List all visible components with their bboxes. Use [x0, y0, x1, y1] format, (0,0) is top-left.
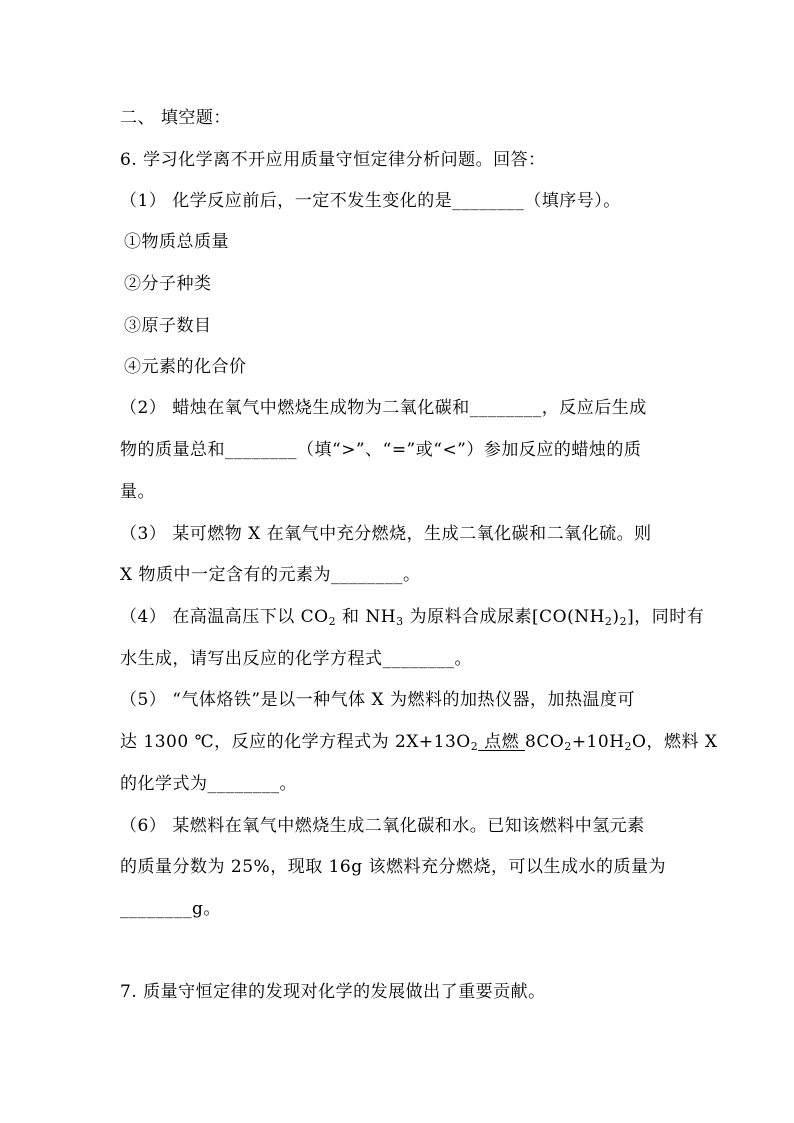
question-6-part-5-line-1: （5） “气体烙铁”是以一种气体 X 为燃料的加热仪器，加热温度可 [120, 690, 636, 710]
p4-text-b: 和 NH [336, 607, 397, 627]
question-6-part-2-line-2: 物的质量总和________（填“>”、“=”或“<”）参加反应的蜡烛的质 [120, 440, 642, 460]
option-2: ②分子种类 [124, 274, 212, 294]
question-6-part-6-line-3: ________g。 [120, 899, 221, 919]
p4-text-e: ]，同时有 [627, 607, 705, 627]
option-4: ④元素的化合价 [124, 357, 247, 377]
question-6-part-5-line-2 [120, 730, 717, 754]
option-1: ①物质总质量 [124, 232, 229, 252]
question-6-part-1: （1） 化学反应前后，一定不发生变化的是________（填序号）。 [120, 191, 621, 211]
reaction-condition: 点燃 [478, 732, 526, 752]
p4-sub-3: 2 [604, 615, 613, 628]
question-6-stem: 6. 学习化学离不开应用质量守恒定律分析问题。回答： [120, 150, 546, 170]
p5-sub-3: 2 [624, 740, 633, 753]
question-6-part-2-line-1: （2） 蜡烛在氧气中燃烧生成物为二氧化碳和________，反应后生成 [120, 398, 647, 418]
p4-sub-2: 3 [396, 615, 404, 628]
section-title: 二、 填空题： [120, 108, 231, 128]
p4-text-c: 为原料合成尿素[CO(NH [403, 607, 605, 627]
question-6-part-3-line-1: （3） 某可燃物 X 在氧气中充分燃烧，生成二氧化碳和二氧化硫。则 [120, 524, 652, 544]
question-6-part-4-line-1 [120, 605, 704, 629]
p5-text-b: 8CO [525, 732, 565, 752]
question-6-part-3-line-2: X 物质中一定含有的元素为________。 [120, 565, 421, 585]
p4-sub-4: 2 [619, 615, 628, 628]
p5-sub-2: 2 [564, 740, 572, 753]
p5-text-c: +10H [571, 732, 625, 752]
p4-text-d: ) [612, 607, 620, 627]
question-6-part-2-line-3: 量。 [120, 482, 155, 502]
question-6-part-4-line-2: 水生成，请写出反应的化学方程式________。 [120, 649, 472, 669]
p5-text-a: 达 1300 ℃，反应的化学方程式为 2X+13O [120, 732, 471, 752]
question-7-stem: 7. 质量守恒定律的发现对化学的发展做出了重要贡献。 [120, 982, 546, 1002]
question-6-part-6-line-1: （6） 某燃料在氧气中燃烧生成二氧化碳和水。已知该燃料中氢元素 [120, 816, 645, 836]
p5-text-d: O，燃料 X [632, 732, 718, 752]
question-6-part-5-line-3: 的化学式为________。 [120, 774, 297, 794]
question-6-part-6-line-2: 的质量分数为 25%，现取 16g 该燃料充分燃烧，可以生成水的质量为 [120, 857, 667, 877]
p5-sub-1: 2 [470, 740, 479, 753]
p4-sub-1: 2 [328, 615, 337, 628]
p4-text-a: （4） 在高温高压下以 CO [120, 607, 329, 627]
option-3: ③原子数目 [124, 316, 212, 336]
